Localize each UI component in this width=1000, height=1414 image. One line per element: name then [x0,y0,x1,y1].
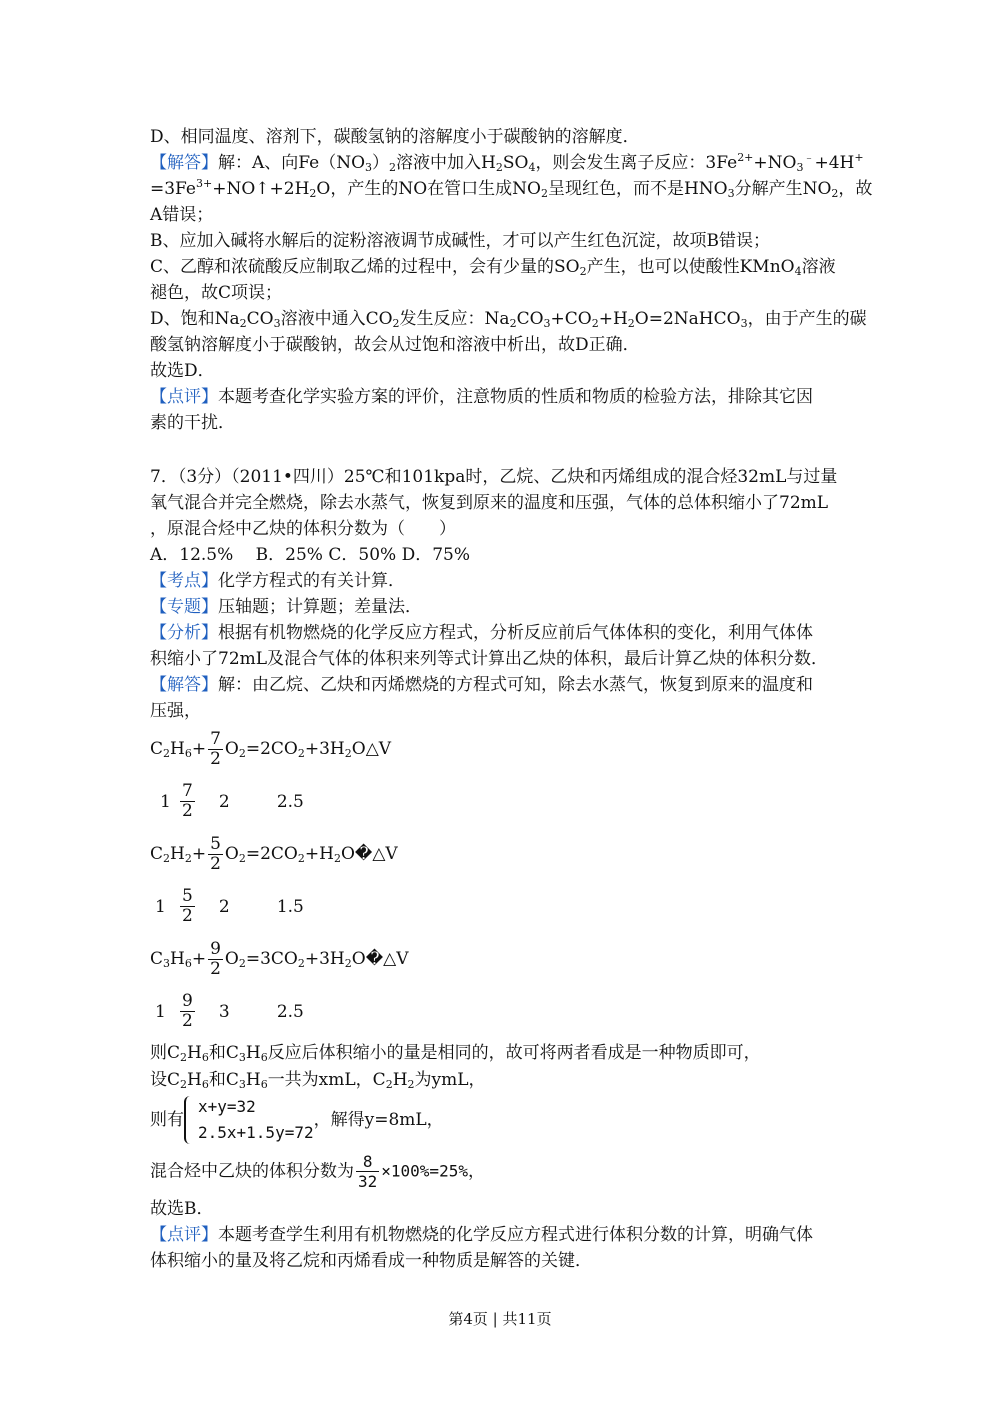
text-line: D、相同温度、溶剂下，碳酸氢钠的溶解度小于碳酸钠的溶解度． [150,127,640,147]
text-line: 【专题】压轴题；计算题；差量法． [150,597,422,617]
equation-system: 则有 x+y=32 2.5x+1.5y=72 ，解得y=8mL， [150,1094,444,1146]
equation-system-block: x+y=32 2.5x+1.5y=72 [184,1094,314,1146]
section-tag: 【点评】 [150,387,218,407]
text-line: B、应加入碱将水解后的淀粉溶液调节成碱性，才可以产生红色沉淀，故项B错误； [150,231,770,251]
question-text: ，原混合烃中乙炔的体积分数为（ ） [150,519,456,539]
text-line: C、乙醇和浓硫酸反应制取乙烯的过程中，会有少量的$SO_2$产生，也可以使酸性KMnO$_4$溶液 [150,257,836,278]
equation: 混合烃中乙炔的体积分数为 $\frac{8}{32}$ ×100%=25%， [150,1152,485,1191]
text-line: 酸氢钠溶解度小于碳酸钠，故会从过饱和溶液中析出，故D正确． [150,335,640,355]
answer-options: A．12.5% B．25% C．50% D．75% [150,545,470,565]
section-tag: 【点评】 [150,1225,218,1245]
text-line: 【解答】解：A、向$Fe(NO_3)_2$溶液中加入$H_2SO_4$，则会发生离子反应：$3Fe^{2+}+NO_3^﹣+4H^+$ [150,151,864,174]
equation: $C_2H_6+$ $\frac{7}{2}$ $O_2=2CO_2+3H_2O\triangle V$ [150,729,392,769]
section-tag: 【专题】 [150,597,218,617]
fraction: $\frac{9}{2}$ [182,991,193,1031]
fraction: $\frac{7}{2}$ [210,729,221,769]
text-line: 【分析】根据有机物燃烧的化学反应方程式，分析反应前后气体体积的变化，利用气体体 [150,623,813,643]
text-line: 则$C_2H_6$和$C_3H_6$反应后体积缩小的量是相同的，故可将两者看成是一种物质即可， [150,1043,761,1064]
question-text: 氧气混合并完全燃烧，除去水蒸气，恢复到原来的温度和压强，气体的总体积缩小了72mL [150,493,829,513]
text-line: 体积缩小的量及将乙烷和丙烯看成一种物质是解答的关键． [150,1251,592,1271]
text-line: $=3Fe^{3+}+NO↑+2H_2O$，产生的NO在管口生成$NO_2$呈现红色，而不是$HNO_3$分解产生$NO_2$，故 [150,177,873,200]
text-line: 素的干扰． [150,413,235,433]
fraction: $\frac{5}{2}$ [182,886,193,926]
text-line: 设$C_2H_6$和$C_3H_6$一共为xmL，$C_2H_2$为ymL， [150,1070,486,1091]
section-tag: 【解答】 [150,675,218,695]
text-line: 褪色，故C项误； [150,283,283,303]
equation: $C_3H_6+$ $\frac{9}{2}$ $O_2=3CO_2+3H_2O�\triangle V$ [150,939,409,979]
equation-row: 1 $\frac{9}{2}$ 3 2.5 [155,991,304,1031]
fraction: $\frac{8}{32}$ [358,1152,378,1191]
equation: $C_2H_2+$ $\frac{5}{2}$ $O_2=2CO_2+H_2O�\triangle V$ [150,834,398,874]
fraction: $\frac{7}{2}$ [182,781,193,821]
equation-row: 1 $\frac{5}{2}$ 2 1.5 [155,886,304,926]
text-line: 积缩小了72mL及混合气体的体积来列等式计算出乙炔的体积，最后计算乙炔的体积分数． [150,649,829,669]
fraction: $\frac{5}{2}$ [210,834,221,874]
text-line: 【点评】本题考查学生利用有机物燃烧的化学反应方程式进行体积分数的计算，明确气体 [150,1225,813,1245]
text-line: 【点评】本题考查化学实验方案的评价，注意物质的性质和物质的检验方法，排除其它因 [150,387,813,407]
section-tag: 【考点】 [150,571,218,591]
question-text: 7．（3分）（2011•四川）25℃和101kpa时，乙烷、乙炔和丙烯组成的混合烃32mL与过量 [150,467,838,487]
equation-row: 1 $\frac{7}{2}$ 2 2.5 [160,781,304,821]
page-footer: 第4页 | 共11页 [448,1310,552,1328]
text-line: 【考点】化学方程式的有关计算． [150,571,405,591]
text-line: A错误； [150,205,214,225]
text-line: 故选D． [150,361,215,381]
fraction: $\frac{9}{2}$ [210,939,221,979]
text-line: 【解答】解：由乙烷、乙炔和丙烯燃烧的方程式可知，除去水蒸气，恢复到原来的温度和 [150,675,813,695]
text-line: D、饱和$Na_2CO_3$溶液中通入$CO_2$发生反应：$Na_2CO_3+CO_2+H_2O=2NaHCO_3$，由于产生的碳 [150,309,867,330]
brace-icon [184,1096,194,1144]
section-tag: 【解答】 [150,153,218,173]
text-line: 故选B． [150,1199,214,1219]
section-tag: 【分析】 [150,623,218,643]
text-line: 压强， [150,701,201,721]
